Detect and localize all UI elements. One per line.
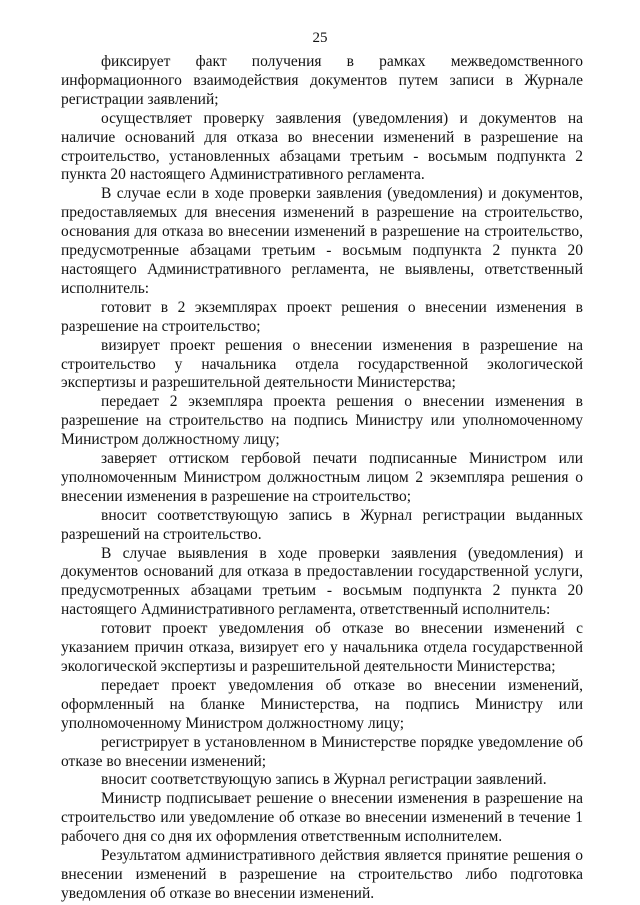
paragraph: передает проект уведомления об отказе во внесении изменений, оформленный на бланке Министерства, на подпись Министру или уполномоченному Министром должностному лицу;: [61, 676, 583, 732]
document-body: [61, 53, 583, 904]
paragraph: фиксирует факт получения в рамках межведомственного информационного взаимодействия документов путем записи в Журнале регистрации заявлений;: [61, 53, 583, 108]
paragraph: осуществляет проверку заявления (уведомления) и документов на наличие оснований для отказа во внесении изменений в разрешение на строительство, установленных абзацами третьим - восьмым подпункта 2 пункта 20 настоящего Административного регламента.: [61, 109, 583, 184]
paragraph: заверяет оттиском гербовой печати подписанные Министром или уполномоченным Министром должностным лицом 2 экземпляра решения о внесении изменения в разрешение на строительство;: [61, 450, 583, 505]
paragraph: готовит в 2 экземплярах проект решения о внесении изменения в разрешение на строительство;: [61, 298, 583, 335]
paragraph: вносит соответствующую запись в Журнал регистрации выданных разрешений на строительство.: [61, 506, 583, 543]
paragraph: вносит соответствующую запись в Журнал регистрации заявлений.: [101, 771, 547, 789]
paragraph: В случае выявления в ходе проверки заявления (уведомления) и документов оснований для отказа в предоставлении государственной услуги, предусмотренных абзацами третьим - восьмым подпункта 2 пункта 20 настоящего Административного регламента, ответственный исполнитель:: [61, 544, 583, 619]
paragraph: Результатом административного действия является принятие решения о внесении изменений в разрешение на строительство либо подготовка уведомления об отказе во внесении изменений.: [61, 847, 583, 902]
paragraph: В случае если в ходе проверки заявления (уведомления) и документов, предоставляемых для внесения изменений в разрешение на строительство, основания для отказа во внесении изменений в разрешение на строительство, предусмотренные абзацами третьим - восьмым подпункта 2 пункта 20 настоящего Административного регламента, не выявлены, ответственный исполнитель:: [61, 185, 583, 297]
paragraph: передает 2 экземпляра проекта решения о внесении изменения в разрешение на строительство на подпись Министру или уполномоченному Министром должностному лицу;: [61, 393, 583, 449]
page-number: 25: [312, 30, 328, 46]
paragraph: готовит проект уведомления об отказе во внесении изменений с указанием причин отказа, визирует его у начальника отдела государственной экологической экспертизы и разрешительной деятельности Министерства;: [61, 620, 583, 675]
paragraph: визирует проект решения о внесении изменения в разрешение на строительство у начальника отдела государственной экологической экспертизы и разрешительной деятельности Министерства;: [61, 336, 583, 392]
paragraph: Министр подписывает решение о внесении изменения в разрешение на строительство или уведомление об отказе во внесении изменений в течение 1 рабочего дня со дня их оформления ответственным исполнителем.: [61, 790, 583, 846]
paragraph: регистрирует в установленном в Министерстве порядке уведомление об отказе во внесении изменений;: [61, 733, 583, 770]
